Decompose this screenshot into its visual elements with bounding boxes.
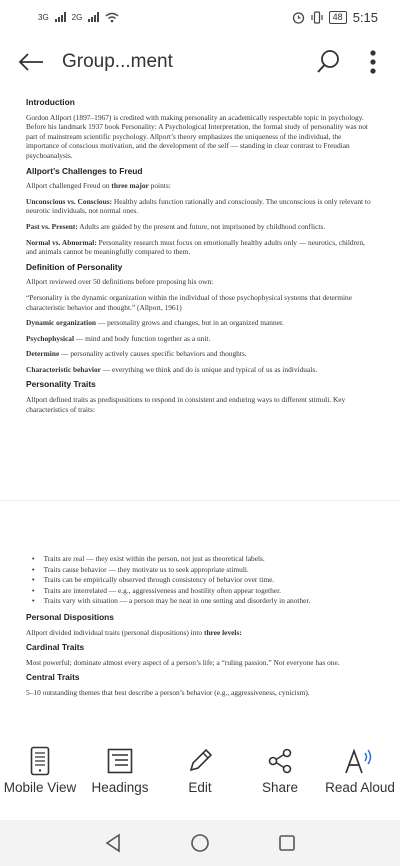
signal-icon (55, 12, 66, 22)
mobile-view-icon (30, 746, 50, 776)
tab-label: Read Aloud (325, 780, 395, 795)
traits-intro: Allport defined traits as predispositions to respond in consistent and enduring ways to different stimuli. Key characteristics of traits: (26, 395, 346, 414)
dispositions-intro: Allport divided individual traits (personal dispositions) into three levels: (26, 627, 242, 637)
app-bar (0, 34, 400, 90)
heading-challenges: Allport’s Challenges to Freud (26, 165, 143, 176)
intro-paragraph: Gordon Allport (1897–1967) is credited with making personality an academically respectable topic in psychology. Before his landmark 1937 book Personality: A Psychological Interpretation, the formal study of personality was not part of mainstream scientific psychology. Allport’s theory emphasizes the uniqueness of the individual, the importance of conscious motivation, and the development of the self — standing in clear contrast to Freudian psychoanalysis. (26, 112, 368, 160)
back-button[interactable] (0, 52, 62, 72)
tab-label: Edit (188, 780, 212, 795)
challenge-item: Past vs. Present: Adults are guided by the present and future, not imprisoned by childhood conflicts. (26, 221, 326, 231)
heading-dispositions: Personal Dispositions (26, 611, 114, 622)
definition-intro: Allport reviewed over 50 definitions before proposing his own: (26, 277, 214, 287)
back-arrow-icon (18, 52, 44, 72)
clock: 5:15 (352, 9, 378, 25)
edit-button[interactable] (161, 742, 239, 820)
definition-term: Characteristic behavior — everything we think and do is unique and typical of us as individuals. (26, 364, 318, 374)
challenge-item: Unconscious vs. Conscious: Healthy adults function rationally and consciously. The unconscious is only relevant to neurotic individuals, not normal ones. (26, 196, 371, 216)
heading-introduction: Introduction (26, 97, 75, 107)
list-item: • Traits vary with situation — a person may be neat in one setting and disorderly in another. (32, 596, 311, 606)
more-options-icon[interactable] (370, 50, 376, 74)
challenge-item: Normal vs. Abnormal: Personality research must focus on emotionally healthy adults only — neurotics, children, and animals cannot be meaningfully compared to them. (26, 237, 365, 257)
search-icon[interactable] (316, 49, 340, 75)
cardinal-text: Most powerful; dominate almost every aspect of a person’s life; a “ruling passion.” Not everyone has one. (26, 657, 340, 667)
page-break (0, 500, 400, 501)
document-title: Group...ment (62, 51, 173, 72)
battery-icon: 48 (329, 11, 347, 24)
network-indicators (38, 12, 119, 23)
heading-traits: Personality Traits (26, 379, 96, 390)
heading-central: Central Traits (26, 672, 80, 683)
document-page (0, 92, 400, 498)
share-button[interactable] (241, 742, 319, 820)
definition-term: Determine — personality actively causes specific behaviors and thoughts. (26, 349, 247, 359)
status-bar (0, 0, 400, 34)
headings-button[interactable] (81, 742, 159, 820)
nav-home-icon[interactable] (190, 833, 210, 853)
nav-recents-icon[interactable] (278, 834, 296, 852)
system-nav-bar (0, 820, 400, 866)
definition-term: Dynamic organization — personality grows and changes, but in an organized manner. (26, 318, 284, 328)
definition-term: Psychophysical — mind and body function together as a unit. (26, 333, 211, 343)
mobile-view-button[interactable] (1, 742, 79, 820)
heading-definition: Definition of Personality (26, 261, 123, 272)
challenges-intro: Allport challenged Freud on three major points: (26, 181, 171, 191)
status-right (292, 10, 378, 25)
network-type-1: 3G (38, 12, 49, 22)
signal-icon-2 (88, 12, 99, 22)
read-aloud-icon (343, 747, 377, 775)
document-page-2 (0, 554, 400, 722)
share-icon (267, 748, 293, 774)
traits-list (26, 554, 374, 607)
definition-quote: “Personality is the dynamic organization within the individual of those psychophysical systems that determine characteristic behavior and thought.” (Allport, 1961) (26, 292, 353, 312)
list-item: • Traits are interrelated — e.g., aggressiveness and hostility often appear together. (32, 585, 281, 595)
tab-label: Share (261, 780, 299, 795)
heading-cardinal: Cardinal Traits (26, 642, 85, 653)
central-text: 5–10 outstanding themes that best describe a person’s behavior (e.g., aggressiveness, cynicism). (26, 687, 310, 697)
list-item: • Traits cause behavior — they motivate us to seek appropriate stimuli. (32, 564, 249, 574)
wifi-icon (105, 12, 119, 23)
vibrate-icon (311, 11, 323, 24)
bottom-toolbar (0, 742, 400, 820)
pencil-icon (187, 748, 213, 774)
headings-icon (107, 748, 133, 774)
alarm-icon (292, 11, 305, 24)
tab-label: Headings (91, 780, 149, 795)
tab-label: Mobile View (3, 780, 77, 795)
list-item: • Traits can be empirically observed through consistency of behavior over time. (32, 575, 275, 585)
nav-back-icon[interactable] (104, 833, 122, 853)
network-type-2: 2G (71, 12, 83, 22)
read-aloud-button[interactable] (321, 742, 399, 820)
list-item: • Traits are real — they exist within the person, not just as theoretical labels. (32, 554, 265, 563)
